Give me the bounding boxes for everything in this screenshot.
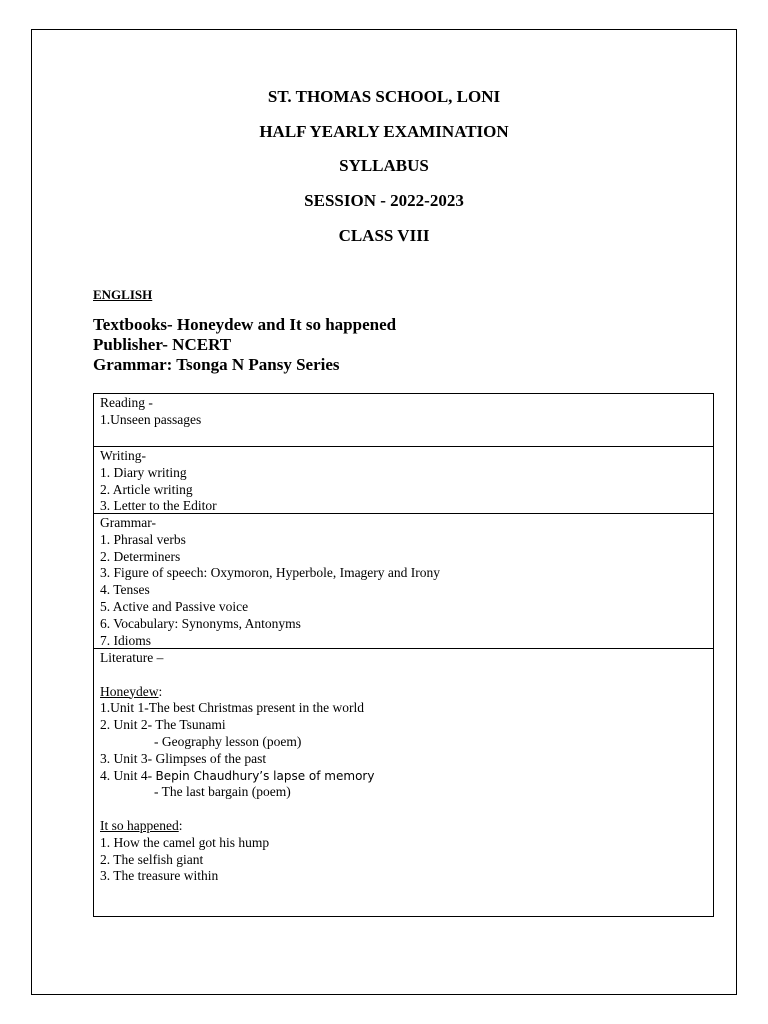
list-item: - Geography lesson (poem) [154,733,302,749]
subject-heading: ENGLISH [93,287,153,302]
list-item: 2. Article writing [100,481,193,497]
grammar-book-line: Grammar: Tsonga N Pansy Series [93,355,340,374]
document-type: SYLLABUS [339,156,429,175]
list-item: 3. Unit 3- Glimpses of the past [100,750,267,766]
list-item: 7. Idioms [100,632,152,648]
section-title: Grammar- [100,515,156,530]
it-so-happened-heading [100,818,707,835]
grammar-section [94,513,713,648]
list-item: 3. Letter to the Editor [100,498,217,513]
list-item: 6. Vocabulary: Synonyms, Antonyms [100,615,301,631]
list-item: 1. Diary writing [100,464,187,480]
literature-section [94,648,713,916]
list-item: 4. Tenses [100,582,150,598]
list-item: 2. Determiners [100,548,181,564]
list-item: 5. Active and Passive voice [100,598,249,614]
textbooks-line: Textbooks- Honeydew and It so happened [93,315,397,334]
list-item: 2. The selfish giant [100,851,204,867]
unit-title: Bepin Chaudhury’s lapse of memory [155,768,375,783]
colon: : [158,683,163,699]
section-title: Reading - [100,395,153,410]
section-title: Writing- [100,448,146,463]
list-item: 3. Figure of speech: Oxymoron, Hyperbole, Imagery and Irony [100,565,441,581]
spacer [100,801,707,818]
book-info [93,315,396,375]
exam-title: HALF YEARLY EXAMINATION [259,122,509,141]
honeydew-heading [100,684,707,701]
unit-prefix: 4. Unit 4- [100,767,156,783]
list-item: - The last bargain (poem) [154,784,291,800]
publisher-line: Publisher- NCERT [93,335,232,354]
it-so-happened-label: It so happened [100,817,179,833]
writing-section [94,446,713,513]
honeydew-label: Honeydew [100,683,159,699]
list-item: 2. Unit 2- The Tsunami [100,717,226,733]
list-item: 1. Phrasal verbs [100,531,186,547]
list-item: 1.Unseen passages [100,411,202,427]
class-title: CLASS VIII [338,226,430,245]
list-item: 1.Unit 1-The best Christmas present in the world [100,700,364,716]
colon: : [178,817,183,833]
list-item [100,768,707,785]
section-title: Literature – [100,650,164,665]
reading-section [94,394,713,446]
session: SESSION - 2022-2023 [304,191,464,210]
list-item: 1. How the camel got his hump [100,834,270,850]
school-name: ST. THOMAS SCHOOL, LONI [267,87,501,106]
syllabus-table [93,393,714,917]
spacer [100,667,707,684]
list-item: 3. The treasure within [100,868,219,884]
